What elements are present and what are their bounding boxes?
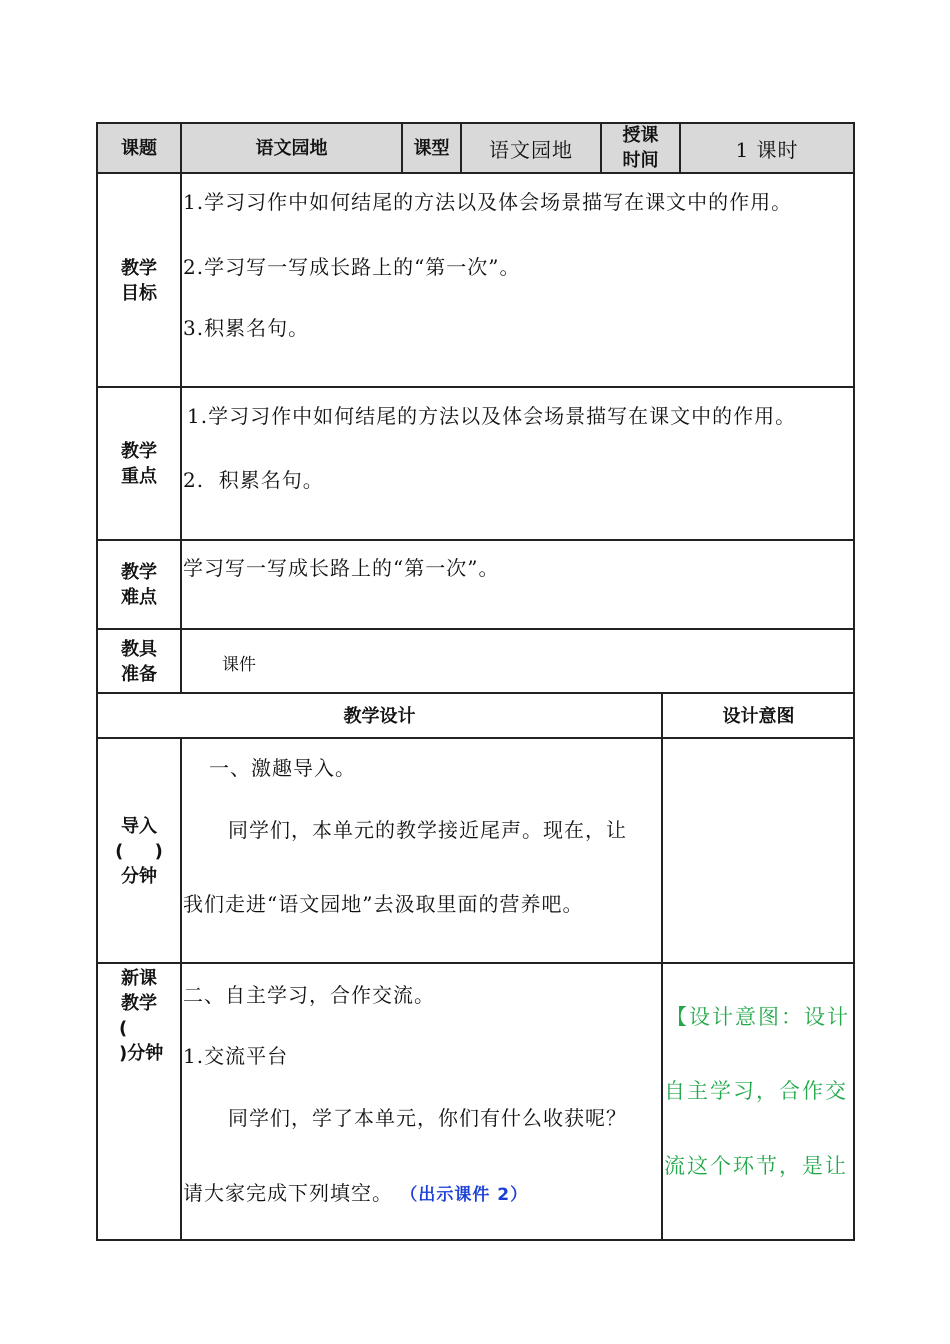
- type-value-text: 语文园地: [489, 137, 573, 162]
- new-lesson-line: 二、自主学习，合作交流。: [183, 983, 435, 1007]
- hours-value-text: 1 课时: [735, 137, 799, 162]
- key-point-item: 2. 积累名句。: [183, 468, 324, 492]
- materials-label-line1: 教具: [121, 638, 157, 660]
- intro-label-line1: 导入: [121, 815, 157, 837]
- new-lesson-label-line3: (: [119, 1018, 128, 1039]
- key-points-label-line2: 重点: [121, 466, 157, 487]
- topic-value-text: 语文园地: [255, 137, 328, 159]
- new-lesson-label-line4: )分钟: [119, 1043, 164, 1064]
- rule: [96, 1239, 855, 1241]
- new-lesson-line: 1.交流平台: [183, 1044, 289, 1068]
- intro-label: [97, 739, 181, 963]
- objectives-label-line2: 目标: [121, 282, 157, 304]
- rule: [96, 386, 855, 388]
- materials-text: 课件: [222, 655, 256, 675]
- intro-label-line3: 分钟: [121, 865, 157, 887]
- new-lesson-line: 同学们，学了本单元，你们有什么收获呢？: [228, 1106, 627, 1130]
- type-label-text: 课型: [413, 137, 450, 159]
- intent-header-text: 设计意图: [722, 705, 795, 727]
- design-header-text: 教学设计: [343, 705, 416, 727]
- new-lesson-label: [97, 966, 181, 1066]
- topic-label: [97, 123, 181, 173]
- intent-line: 【设计意图：设计: [666, 1005, 850, 1029]
- objective-item: 1.学习习作中如何结尾的方法以及体会场景描写在课文中的作用。: [183, 190, 793, 214]
- key-points-label-line1: 教学: [121, 441, 157, 462]
- intent-line: 自主学习，合作交: [664, 1079, 848, 1103]
- intent-header: [663, 694, 854, 738]
- topic-value: [181, 123, 402, 173]
- new-lesson-label-line2: 教学: [121, 993, 157, 1014]
- objective-item: 3.积累名句。: [183, 316, 310, 340]
- rule: [96, 628, 855, 630]
- intro-label-line2: ( ): [115, 840, 163, 862]
- difficulties-label-line2: 难点: [121, 587, 157, 608]
- intro-line: 同学们，本单元的教学接近尾声。现在，让: [228, 818, 627, 842]
- hours-label-line2: 时间: [622, 150, 659, 171]
- courseware-note: （出示课件 2）: [400, 1185, 529, 1205]
- difficulties-label: [97, 541, 181, 629]
- intent-line: 流这个环节，是让: [664, 1154, 848, 1178]
- design-header: [97, 694, 662, 738]
- rule: [853, 122, 855, 1241]
- hours-value: [680, 123, 854, 173]
- type-label: [402, 123, 461, 173]
- rule: [96, 539, 855, 541]
- topic-label-text: 课题: [121, 137, 157, 159]
- objective-item: 2.学习写一写成长路上的“第一次”。: [183, 255, 521, 279]
- new-lesson-line: 请大家完成下列填空。: [183, 1181, 393, 1205]
- intro-line: 一、激趣导入。: [209, 756, 356, 780]
- intro-line: 我们走进“语文园地”去汲取里面的营养吧。: [183, 892, 584, 916]
- difficulties-label-line1: 教学: [121, 562, 157, 583]
- objectives-label-line1: 教学: [121, 257, 157, 279]
- difficulties-text: 学习写一写成长路上的“第一次”。: [183, 556, 500, 580]
- rule: [661, 692, 663, 1241]
- objectives-label: [97, 174, 181, 387]
- key-point-item: 1.学习习作中如何结尾的方法以及体会场景描写在课文中的作用。: [187, 404, 797, 428]
- hours-label: [601, 123, 680, 173]
- rule: [96, 962, 855, 964]
- new-lesson-label-line1: 新课: [121, 968, 157, 989]
- new-lesson-line-with-courseware: [183, 1177, 528, 1206]
- materials-label-line2: 准备: [121, 663, 157, 685]
- hours-label-line1: 授课: [622, 125, 659, 146]
- key-points-label: [97, 388, 181, 540]
- type-value: [461, 123, 601, 173]
- materials-label: [97, 630, 181, 693]
